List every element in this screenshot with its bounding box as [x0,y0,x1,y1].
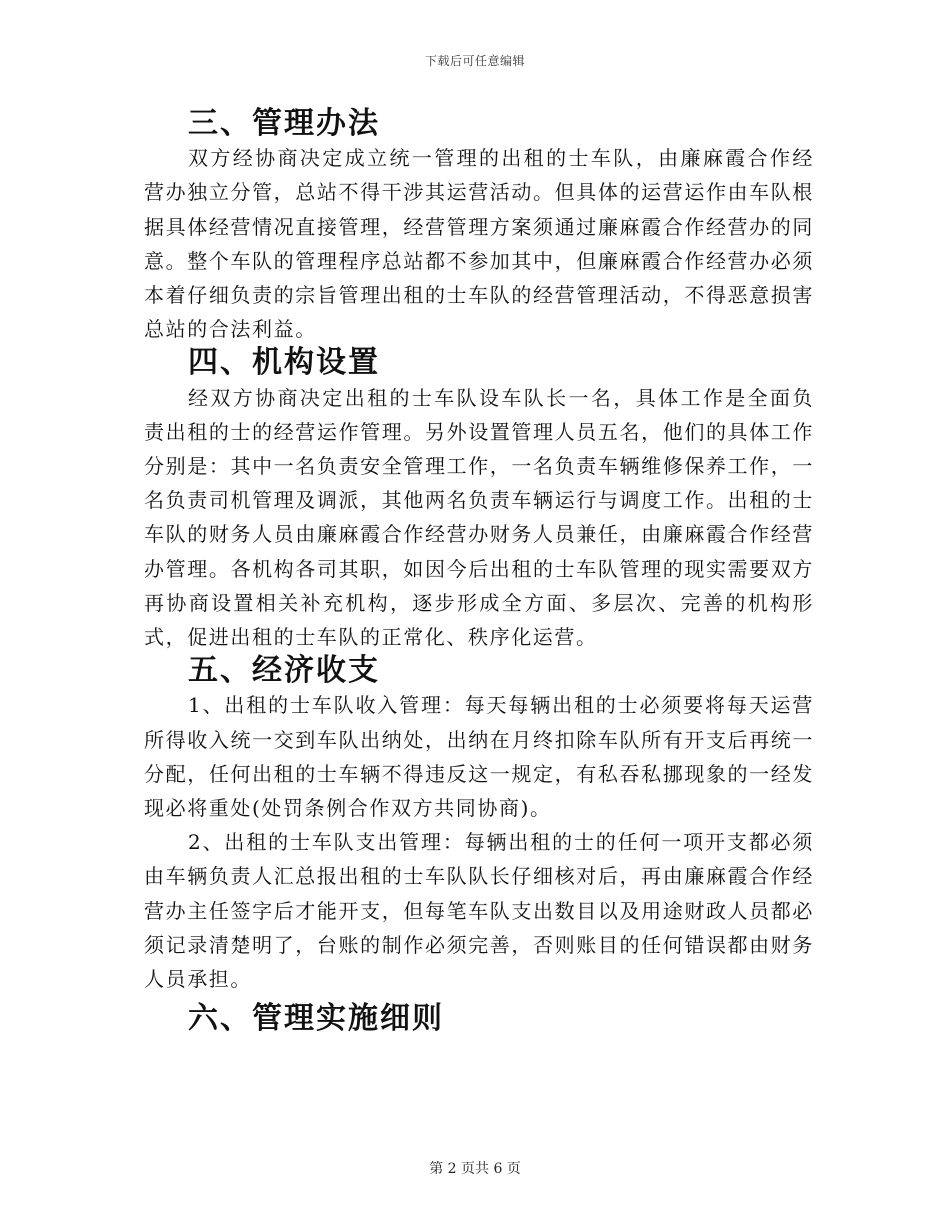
section-paragraph: 2、出租的士车队支出管理：每辆出租的士的任何一项开支都必须由车辆负责人汇总报出租的士车队队长仔细核对后，再由廉麻霞合作经营办主任签字后才能开支，但每笔车队支出数目以及用途财政人员都必须记录清楚明了，台账的制作必须完善，否则账目的任何错误都由财务人员承担。 [144,830,814,992]
section-paragraph: 经双方协商决定出租的士车队设车队长一名，具体工作是全面负责出租的士的经营运作管理。另外设置管理人员五名，他们的具体工作分别是：其中一名负责安全管理工作，一名负责车辆维修保养工作，一名负责司机管理及调派，其他两名负责车辆运行与调度工作。出租的士车队的财务人员由廉麻霞合作经营办财务人员兼任，由廉麻霞合作经营办管理。各机构各司其职，如因今后出租的士车队管理的现实需要双方再协商设置相关补充机构，逐步形成全方面、多层次、完善的机构形式，促进出租的士车队的正常化、秩序化运营。 [144,385,814,650]
section-heading: 五、经济收支 [188,653,380,689]
section-heading: 三、管理办法 [188,106,380,141]
section-heading: 四、机构设置 [188,345,380,381]
page-number: 第 2 页共 6 页 [429,1161,521,1177]
section-paragraph: 1、出租的士车队收入管理：每天每辆出租的士必须要将每天运营所得收入统一交到车队出纳处，出纳在月终扣除车队所有开支后再统一分配，任何出租的士车辆不得违反这一规定，有私吞私挪现象的一经发现必将重处(处罚条例合作双方共同协商)。 [144,693,814,821]
document-body [144,107,814,1036]
section-paragraph: 双方经协商决定成立统一管理的出租的士车队，由廉麻霞合作经营办独立分管，总站不得干涉其运营活动。但具体的运营运作由车队根据具体经营情况直接管理，经营管理方案须通过廉麻霞合作经营办的同意。整个车队的管理程序总站都不参加其中，但廉麻霞合作经营办必须本着仔细负责的宗旨管理出租的士车队的经营管理活动，不得恶意损害总站的合法利益。 [144,146,814,342]
header-note: 下载后可任意编辑 [424,54,525,68]
section-heading: 六、管理实施细则 [188,1001,444,1037]
